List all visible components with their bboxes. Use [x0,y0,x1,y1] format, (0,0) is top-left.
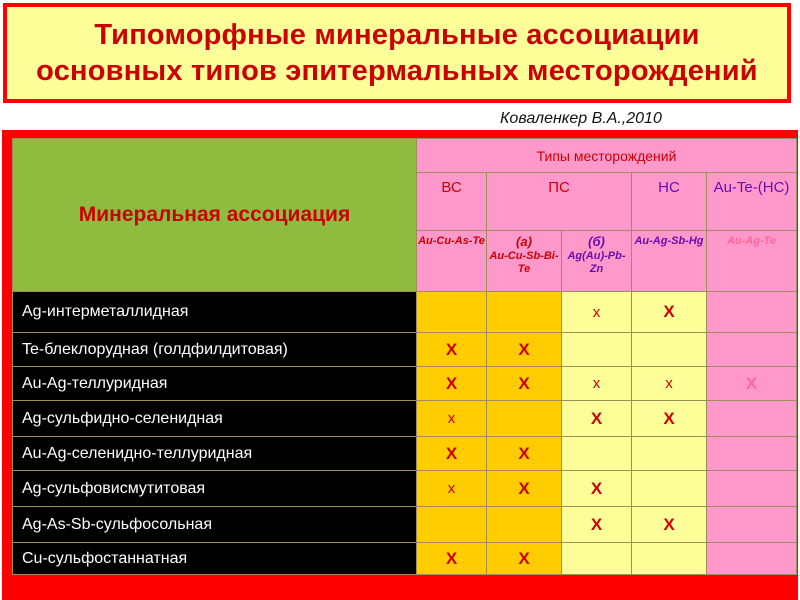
subtype-label: Au-Ag-Sb-Hg [634,235,704,247]
occurrence-mark: X [562,507,632,543]
occurrence-mark: X [487,437,562,471]
subtype-label: Au-Cu-Sb-Bi-Te [489,250,559,275]
occurrence-mark [707,543,797,575]
table-row [13,437,797,471]
table-row [13,401,797,437]
occurrence-mark [632,437,707,471]
association-name: Ag-интерметаллидная [13,292,417,333]
title-line-2: основных типов эпитермальных месторождений [36,55,758,87]
mineral-association-table [12,138,797,575]
subtype-label: Au-Ag-Te [726,235,777,247]
occurrence-mark [707,292,797,333]
occurrence-mark: X [417,437,487,471]
table-row [13,333,797,367]
occurrence-mark: X [417,333,487,367]
occurrence-mark [707,437,797,471]
occurrence-mark [487,401,562,437]
subtype-header [707,231,797,292]
author-credit: Коваленкер В.А.,2010 [500,110,662,127]
occurrence-mark [487,507,562,543]
occurrence-mark: x [562,292,632,333]
occurrence-mark: X [487,543,562,575]
occurrence-mark: X [417,367,487,401]
occurrence-mark [562,333,632,367]
type-header-vs: ВС [417,173,487,231]
occurrence-mark [417,292,487,333]
occurrence-mark: X [562,401,632,437]
subtype-header [487,231,562,292]
subtype-label: Ag(Au)-Pb-Zn [567,250,626,275]
association-name: Ag-сульфовисмутитовая [13,471,417,507]
occurrence-mark: x [417,401,487,437]
table-row [13,543,797,575]
association-name: Te-блеклорудная (голдфилдитовая) [13,333,417,367]
occurrence-mark: x [417,471,487,507]
occurrence-mark [707,401,797,437]
deposit-types-header: Типы месторождений [417,139,797,173]
occurrence-mark: X [707,367,797,401]
occurrence-mark: X [487,471,562,507]
occurrence-mark: X [487,367,562,401]
occurrence-mark: X [487,333,562,367]
occurrence-mark: x [632,367,707,401]
type-header-ns: НС [632,173,707,231]
association-name: Au-Ag-селенидно-теллуридная [13,437,417,471]
occurrence-mark [707,471,797,507]
occurrence-mark: X [632,507,707,543]
occurrence-mark [632,333,707,367]
occurrence-mark: X [632,292,707,333]
occurrence-mark [632,543,707,575]
occurrence-mark [562,437,632,471]
type-header-au-te-ns: Au-Te-(НС) [707,173,797,231]
occurrence-mark [487,292,562,333]
occurrence-mark [707,333,797,367]
subtype-prefix: (а) [516,234,532,249]
table-row [13,292,797,333]
table-body [13,292,797,575]
occurrence-mark: X [562,471,632,507]
title-line-1: Типоморфные минеральные ассоциации [94,19,700,51]
subtype-label: Au-Cu-As-Te [418,235,485,247]
association-name: Au-Ag-теллуридная [13,367,417,401]
occurrence-mark: X [632,401,707,437]
table-row [13,471,797,507]
occurrence-mark [417,507,487,543]
occurrence-mark: X [417,543,487,575]
subtype-header [632,231,707,292]
association-name: Ag-сульфидно-селенидная [13,401,417,437]
table-row [13,507,797,543]
table-row [13,367,797,401]
subtype-header [562,231,632,292]
occurrence-mark [632,471,707,507]
occurrence-mark [707,507,797,543]
occurrence-mark [562,543,632,575]
association-name: Ag-As-Sb-сульфосольная [13,507,417,543]
subtype-header [417,231,487,292]
occurrence-mark: x [562,367,632,401]
type-header-ps: ПС [487,173,632,231]
title-box [3,3,791,103]
subtype-prefix: (б) [588,234,605,249]
association-name: Cu-сульфостаннатная [13,543,417,575]
association-header: Минеральная ассоциация [13,139,417,292]
